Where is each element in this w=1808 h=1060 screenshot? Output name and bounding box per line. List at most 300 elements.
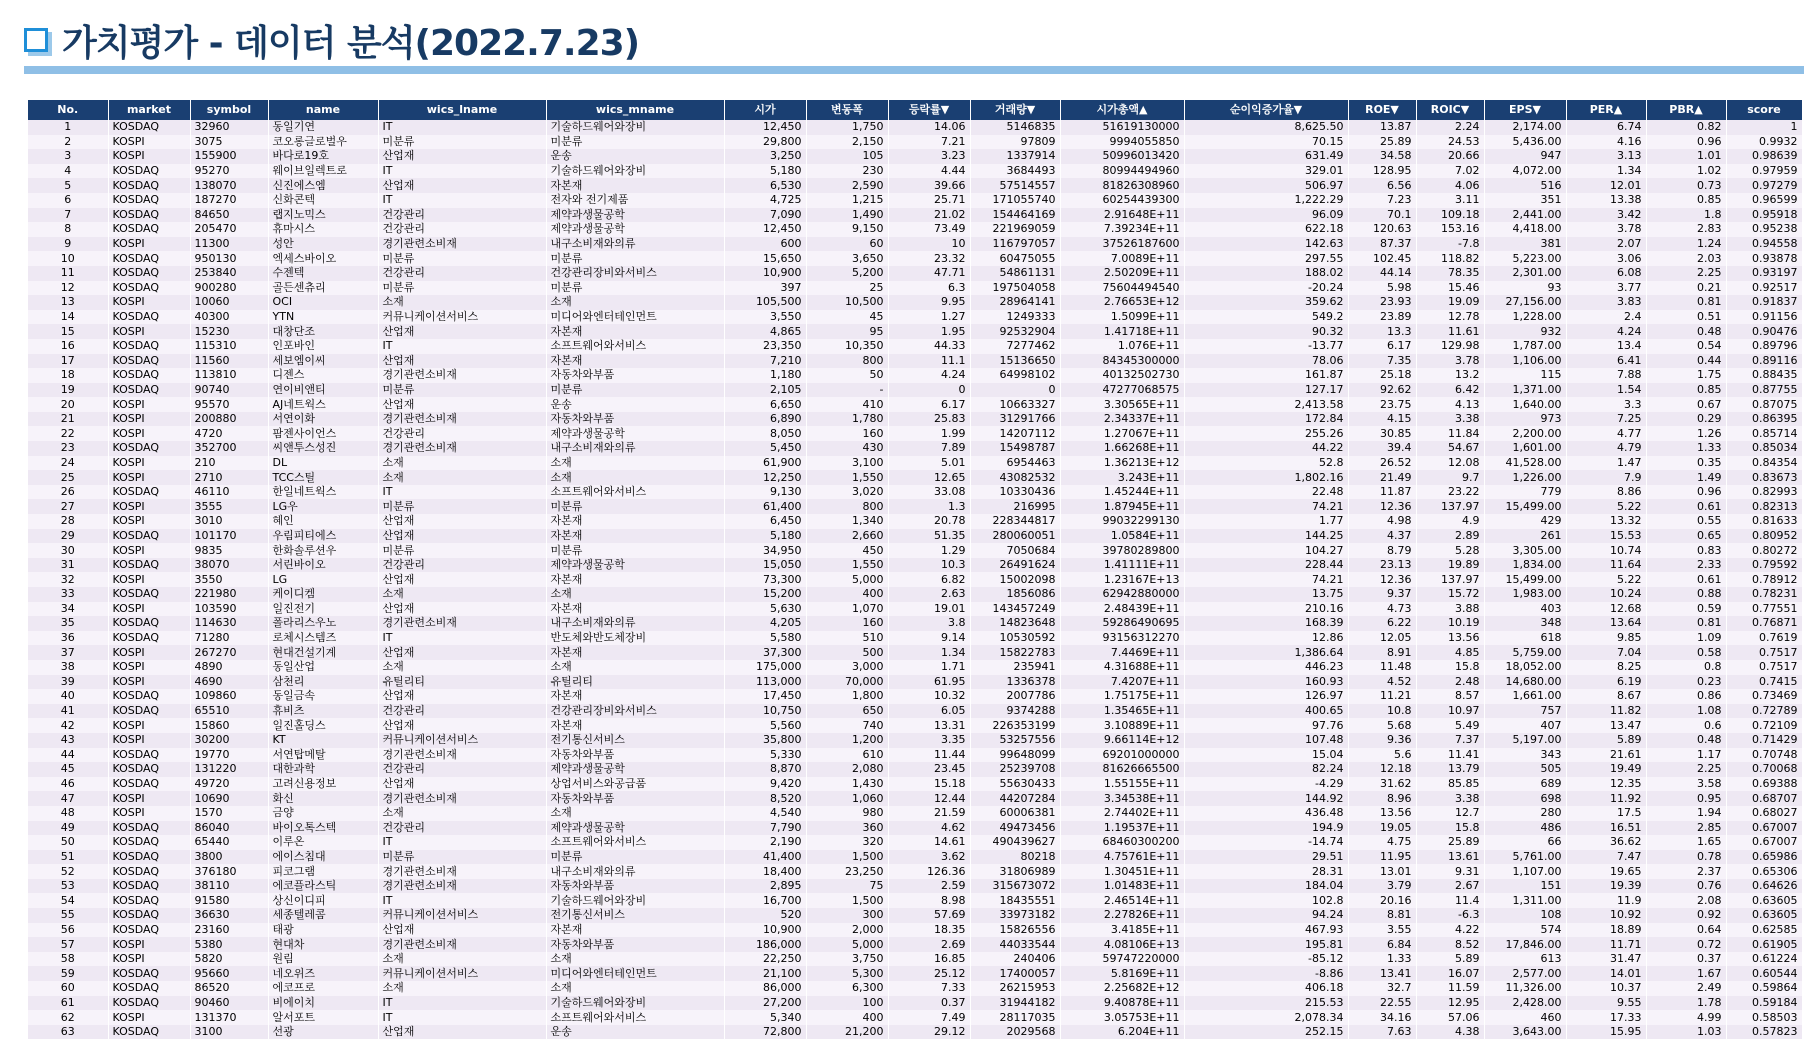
table-cell: 신진에스엠 bbox=[268, 178, 378, 193]
table-cell: 410 bbox=[806, 397, 888, 412]
table-cell: 1.01 bbox=[1646, 149, 1726, 164]
table-cell: 10,350 bbox=[806, 339, 888, 354]
table-cell: 280 bbox=[1484, 806, 1566, 821]
table-cell: 1337914 bbox=[970, 149, 1060, 164]
table-cell: 1,802.16 bbox=[1184, 470, 1348, 485]
column-header[interactable]: name bbox=[268, 100, 378, 120]
table-cell: 9,150 bbox=[806, 222, 888, 237]
table-cell: 0.59 bbox=[1646, 602, 1726, 617]
table-cell: KOSDAQ bbox=[108, 762, 190, 777]
table-cell: 비에이치 bbox=[268, 996, 378, 1011]
table-cell: 7.37 bbox=[1416, 733, 1484, 748]
table-cell: 5,180 bbox=[724, 164, 806, 179]
table-cell: KOSDAQ bbox=[108, 821, 190, 836]
table-cell: 7.21 bbox=[888, 135, 970, 150]
column-header[interactable]: ROIC▼ bbox=[1416, 100, 1484, 120]
table-cell: 6.84 bbox=[1348, 937, 1416, 952]
table-cell: 86,000 bbox=[724, 981, 806, 996]
table-cell: 70.1 bbox=[1348, 208, 1416, 223]
table-cell: 7.4469E+11 bbox=[1060, 645, 1184, 660]
table-cell: KOSDAQ bbox=[108, 850, 190, 865]
column-header[interactable]: symbol bbox=[190, 100, 268, 120]
table-cell: 3,305.00 bbox=[1484, 543, 1566, 558]
table-cell: 17400057 bbox=[970, 966, 1060, 981]
table-cell: 7 bbox=[28, 208, 108, 223]
table-cell: IT bbox=[378, 339, 546, 354]
table-cell: 2.85 bbox=[1646, 821, 1726, 836]
table-cell: KOSDAQ bbox=[108, 383, 190, 398]
table-cell: 산업재 bbox=[378, 178, 546, 193]
table-cell: 네오위즈 bbox=[268, 966, 378, 981]
table-cell: 13.56 bbox=[1416, 631, 1484, 646]
table-cell: 전기통신서비스 bbox=[546, 733, 724, 748]
table-cell: 31.47 bbox=[1566, 952, 1646, 967]
table-cell: 23.93 bbox=[1348, 295, 1416, 310]
table-cell: 0.64 bbox=[1646, 923, 1726, 938]
table-cell: 15,499.00 bbox=[1484, 499, 1566, 514]
table-cell: 산업재 bbox=[378, 602, 546, 617]
column-header[interactable]: PER▲ bbox=[1566, 100, 1646, 120]
table-cell: 소재 bbox=[546, 806, 724, 821]
table-cell: 3.79 bbox=[1348, 879, 1416, 894]
table-cell: 6.17 bbox=[1348, 339, 1416, 354]
table-cell: 1,060 bbox=[806, 791, 888, 806]
table-cell: 4.75 bbox=[1348, 835, 1416, 850]
table-cell: KOSDAQ bbox=[108, 835, 190, 850]
table-cell: 대한과학 bbox=[268, 762, 378, 777]
table-cell: KOSDAQ bbox=[108, 485, 190, 500]
table-cell: 47.71 bbox=[888, 266, 970, 281]
table-cell: 13.3 bbox=[1348, 324, 1416, 339]
column-header[interactable]: 등락률▼ bbox=[888, 100, 970, 120]
column-header[interactable]: 순이익증가율▼ bbox=[1184, 100, 1348, 120]
table-row bbox=[28, 645, 1802, 660]
table-cell: 2.27826E+11 bbox=[1060, 908, 1184, 923]
table-cell: 경기관련소비재 bbox=[378, 412, 546, 427]
table-cell: 고려신용정보 bbox=[268, 777, 378, 792]
table-cell: KOSDAQ bbox=[108, 164, 190, 179]
table-cell: 1.66268E+11 bbox=[1060, 441, 1184, 456]
table-cell: 7.4207E+11 bbox=[1060, 675, 1184, 690]
table-cell: 63 bbox=[28, 1025, 108, 1040]
table-cell: 0.95 bbox=[1646, 791, 1726, 806]
column-header[interactable]: 시가총액▲ bbox=[1060, 100, 1184, 120]
table-cell: 건강관리장비와서비스 bbox=[546, 266, 724, 281]
table-cell: 26.52 bbox=[1348, 456, 1416, 471]
table-cell: 0.9932 bbox=[1726, 135, 1802, 150]
table-cell: 2.83 bbox=[1646, 222, 1726, 237]
table-cell: 경기관련소비재 bbox=[378, 864, 546, 879]
table-cell: 230 bbox=[806, 164, 888, 179]
table-cell: 휴비츠 bbox=[268, 704, 378, 719]
column-header[interactable]: EPS▼ bbox=[1484, 100, 1566, 120]
table-cell: 4.31688E+11 bbox=[1060, 660, 1184, 675]
table-cell: KOSPI bbox=[108, 426, 190, 441]
table-cell: 3.77 bbox=[1566, 281, 1646, 296]
table-cell: 3.38 bbox=[1416, 791, 1484, 806]
table-cell: 486 bbox=[1484, 821, 1566, 836]
table-cell: 6.56 bbox=[1348, 178, 1416, 193]
table-cell: 원림 bbox=[268, 952, 378, 967]
table-cell: 3.4185E+11 bbox=[1060, 923, 1184, 938]
table-cell: 코오롱글로벌우 bbox=[268, 135, 378, 150]
table-cell: 18435551 bbox=[970, 893, 1060, 908]
table-cell: 10060 bbox=[190, 295, 268, 310]
table-cell: 0.89116 bbox=[1726, 354, 1802, 369]
table-cell: 3,250 bbox=[724, 149, 806, 164]
table-cell: 12.05 bbox=[1348, 631, 1416, 646]
table-cell: AJ네트웍스 bbox=[268, 397, 378, 412]
table-cell: 경기관련소비재 bbox=[378, 368, 546, 383]
table-cell: 경기관련소비재 bbox=[378, 937, 546, 952]
table-cell: 23,350 bbox=[724, 339, 806, 354]
table-cell: KOSPI bbox=[108, 806, 190, 821]
table-cell: 0.82 bbox=[1646, 120, 1726, 135]
table-cell: -6.3 bbox=[1416, 908, 1484, 923]
table-cell: 3.55 bbox=[1348, 923, 1416, 938]
table-cell: 34.58 bbox=[1348, 149, 1416, 164]
table-cell: 23 bbox=[28, 441, 108, 456]
table-cell: 상신이디피 bbox=[268, 893, 378, 908]
column-header[interactable]: 변동폭 bbox=[806, 100, 888, 120]
table-cell: 대창단조 bbox=[268, 324, 378, 339]
table-cell: 2.25 bbox=[1646, 762, 1726, 777]
table-cell: 23.13 bbox=[1348, 558, 1416, 573]
table-cell: 44 bbox=[28, 748, 108, 763]
table-cell: 210.16 bbox=[1184, 602, 1348, 617]
table-cell: 10.19 bbox=[1416, 616, 1484, 631]
table-cell: 25.18 bbox=[1348, 368, 1416, 383]
table-cell: 9994055850 bbox=[1060, 135, 1184, 150]
table-cell: 32960 bbox=[190, 120, 268, 135]
table-cell: 4.08106E+13 bbox=[1060, 937, 1184, 952]
table-cell: 미분류 bbox=[546, 499, 724, 514]
table-cell: 0.58503 bbox=[1726, 1010, 1802, 1025]
table-cell: 205470 bbox=[190, 222, 268, 237]
table-cell: 91580 bbox=[190, 893, 268, 908]
table-cell: 30 bbox=[28, 543, 108, 558]
table-cell: 10.24 bbox=[1566, 587, 1646, 602]
table-cell: 19 bbox=[28, 383, 108, 398]
table-cell: 0.44 bbox=[1646, 354, 1726, 369]
table-cell: 26491624 bbox=[970, 558, 1060, 573]
table-cell: 15136650 bbox=[970, 354, 1060, 369]
table-cell: 1.75175E+11 bbox=[1060, 689, 1184, 704]
column-header[interactable]: 시가 bbox=[724, 100, 806, 120]
table-row bbox=[28, 499, 1802, 514]
table-row bbox=[28, 631, 1802, 646]
table-cell: 미분류 bbox=[546, 543, 724, 558]
table-cell: 900280 bbox=[190, 281, 268, 296]
table-cell: 13.47 bbox=[1566, 718, 1646, 733]
table-cell: 9.36 bbox=[1348, 733, 1416, 748]
table-row bbox=[28, 178, 1802, 193]
table-cell: KOSDAQ bbox=[108, 354, 190, 369]
table-cell: 107.48 bbox=[1184, 733, 1348, 748]
table-cell: 5,180 bbox=[724, 529, 806, 544]
table-cell: 12,250 bbox=[724, 470, 806, 485]
table-cell: 740 bbox=[806, 718, 888, 733]
table-cell: 0.61 bbox=[1646, 572, 1726, 587]
table-cell: 34.16 bbox=[1348, 1010, 1416, 1025]
table-cell: 39780289800 bbox=[1060, 543, 1184, 558]
table-cell: 10 bbox=[28, 251, 108, 266]
table-cell: 20 bbox=[28, 397, 108, 412]
table-cell: 25239708 bbox=[970, 762, 1060, 777]
table-cell: 7.33 bbox=[888, 981, 970, 996]
table-cell: 17,846.00 bbox=[1484, 937, 1566, 952]
table-cell: 436.48 bbox=[1184, 806, 1348, 821]
table-cell: IT bbox=[378, 120, 546, 135]
table-cell: 3010 bbox=[190, 514, 268, 529]
table-cell: 0.80272 bbox=[1726, 543, 1802, 558]
table-cell: 세보엠이씨 bbox=[268, 354, 378, 369]
table-cell: 바이오톡스텍 bbox=[268, 821, 378, 836]
table-cell: IT bbox=[378, 1010, 546, 1025]
table-cell: 1.17 bbox=[1646, 748, 1726, 763]
table-cell: 0.35 bbox=[1646, 456, 1726, 471]
table-cell: 58 bbox=[28, 952, 108, 967]
table-cell: 미디어와엔터테인먼트 bbox=[546, 310, 724, 325]
table-cell: 131220 bbox=[190, 762, 268, 777]
table-cell: 19.89 bbox=[1416, 558, 1484, 573]
table-cell: 운송 bbox=[546, 1025, 724, 1040]
table-cell: 4690 bbox=[190, 675, 268, 690]
table-cell: 0.95918 bbox=[1726, 208, 1802, 223]
table-cell: 14823648 bbox=[970, 616, 1060, 631]
table-row bbox=[28, 996, 1802, 1011]
column-header[interactable]: wics_mname bbox=[546, 100, 724, 120]
table-cell: 23.89 bbox=[1348, 310, 1416, 325]
table-cell: KOSDAQ bbox=[108, 996, 190, 1011]
table-cell: 0.91837 bbox=[1726, 295, 1802, 310]
table-cell: 1570 bbox=[190, 806, 268, 821]
table-cell: 87.37 bbox=[1348, 237, 1416, 252]
table-cell: 0.6 bbox=[1646, 718, 1726, 733]
table-cell: 2.4 bbox=[1566, 310, 1646, 325]
table-cell: 21 bbox=[28, 412, 108, 427]
table-cell: 3075 bbox=[190, 135, 268, 150]
table-row bbox=[28, 193, 1802, 208]
table-cell: 7050684 bbox=[970, 543, 1060, 558]
table-cell: 11 bbox=[28, 266, 108, 281]
column-header[interactable]: No. bbox=[28, 100, 108, 120]
page-title: 가치평가 - 데이터 분석(2022.7.23) bbox=[62, 22, 640, 64]
table-cell: 소재 bbox=[546, 952, 724, 967]
table-cell: 미분류 bbox=[378, 281, 546, 296]
table-cell: 631.49 bbox=[1184, 149, 1348, 164]
table-cell: 11.44 bbox=[888, 748, 970, 763]
table-cell: 0.62585 bbox=[1726, 923, 1802, 938]
table-cell: 60 bbox=[28, 981, 108, 996]
table-cell: 1,834.00 bbox=[1484, 558, 1566, 573]
table-cell: LG bbox=[268, 572, 378, 587]
table-cell: KOSPI bbox=[108, 572, 190, 587]
table-cell: 0.59184 bbox=[1726, 996, 1802, 1011]
table-cell: 144.25 bbox=[1184, 529, 1348, 544]
table-cell: 소재 bbox=[546, 295, 724, 310]
table-cell: 1.67 bbox=[1646, 966, 1726, 981]
table-cell: 115310 bbox=[190, 339, 268, 354]
column-header[interactable]: market bbox=[108, 100, 190, 120]
table-row bbox=[28, 791, 1802, 806]
table-cell: 315673072 bbox=[970, 879, 1060, 894]
table-row bbox=[28, 762, 1802, 777]
table-cell: 25 bbox=[806, 281, 888, 296]
table-cell: 0.72 bbox=[1646, 937, 1726, 952]
table-cell: 71280 bbox=[190, 631, 268, 646]
table-cell: 9.85 bbox=[1566, 631, 1646, 646]
table-cell: KOSPI bbox=[108, 675, 190, 690]
table-cell: 1.30451E+11 bbox=[1060, 864, 1184, 879]
table-cell: 7.0089E+11 bbox=[1060, 251, 1184, 266]
table-cell: 7.89 bbox=[888, 441, 970, 456]
table-cell: 0 bbox=[970, 383, 1060, 398]
table-cell: 41,400 bbox=[724, 850, 806, 865]
table-cell: 3.11 bbox=[1416, 193, 1484, 208]
table-cell: 건강관리 bbox=[378, 558, 546, 573]
table-cell: 0.84354 bbox=[1726, 456, 1802, 471]
table-cell: KOSDAQ bbox=[108, 1025, 190, 1040]
table-cell: 10.92 bbox=[1566, 908, 1646, 923]
column-header[interactable]: PBR▲ bbox=[1646, 100, 1726, 120]
table-cell: 78.35 bbox=[1416, 266, 1484, 281]
table-cell: 95570 bbox=[190, 397, 268, 412]
table-cell: 1.5099E+11 bbox=[1060, 310, 1184, 325]
table-cell: 5,436.00 bbox=[1484, 135, 1566, 150]
table-cell: KOSDAQ bbox=[108, 120, 190, 135]
column-header[interactable]: ROE▼ bbox=[1348, 100, 1416, 120]
table-cell: 전자와 전기제품 bbox=[546, 193, 724, 208]
table-cell: 소재 bbox=[546, 660, 724, 675]
table-cell: 55 bbox=[28, 908, 108, 923]
table-cell: 446.23 bbox=[1184, 660, 1348, 675]
table-cell: 15230 bbox=[190, 324, 268, 339]
table-cell: 산업재 bbox=[378, 777, 546, 792]
table-cell: 168.39 bbox=[1184, 616, 1348, 631]
column-header[interactable]: score bbox=[1726, 100, 1802, 120]
table-row bbox=[28, 514, 1802, 529]
table-cell: 104.27 bbox=[1184, 543, 1348, 558]
table-cell: 16 bbox=[28, 339, 108, 354]
table-cell: 1.54 bbox=[1566, 383, 1646, 398]
table-cell: 60 bbox=[806, 237, 888, 252]
table-cell: 제약과생물공학 bbox=[546, 426, 724, 441]
table-cell: 혜인 bbox=[268, 514, 378, 529]
table-cell: 세종텔레콤 bbox=[268, 908, 378, 923]
table-cell: 5,340 bbox=[724, 1010, 806, 1025]
table-cell: 2,441.00 bbox=[1484, 208, 1566, 223]
table-cell: 348 bbox=[1484, 616, 1566, 631]
table-cell: 2.48439E+11 bbox=[1060, 602, 1184, 617]
table-cell: 155900 bbox=[190, 149, 268, 164]
table-cell: 0.7415 bbox=[1726, 675, 1802, 690]
table-cell: 산업재 bbox=[378, 572, 546, 587]
table-cell: 15,499.00 bbox=[1484, 572, 1566, 587]
table-cell: TCC스틸 bbox=[268, 470, 378, 485]
table-cell: 39 bbox=[28, 675, 108, 690]
table-cell: 0.55 bbox=[1646, 514, 1726, 529]
table-cell: 13.61 bbox=[1416, 850, 1484, 865]
table-cell: 0.96 bbox=[1646, 135, 1726, 150]
table-cell: 2.91648E+11 bbox=[1060, 208, 1184, 223]
table-cell: 15.8 bbox=[1416, 660, 1484, 675]
table-row bbox=[28, 675, 1802, 690]
table-cell: YTN bbox=[268, 310, 378, 325]
table-cell: 미분류 bbox=[378, 135, 546, 150]
table-cell: 13.75 bbox=[1184, 587, 1348, 602]
table-cell: 2.25682E+12 bbox=[1060, 981, 1184, 996]
table-cell: 0.85 bbox=[1646, 383, 1726, 398]
table-cell: 0.7517 bbox=[1726, 660, 1802, 675]
table-cell: 피코그램 bbox=[268, 864, 378, 879]
column-header[interactable]: 거래량▼ bbox=[970, 100, 1060, 120]
table-cell: 4.38 bbox=[1416, 1025, 1484, 1040]
table-cell: 329.01 bbox=[1184, 164, 1348, 179]
table-row bbox=[28, 383, 1802, 398]
table-cell: 0.63605 bbox=[1726, 908, 1802, 923]
table-cell: 1,070 bbox=[806, 602, 888, 617]
table-cell: 10,900 bbox=[724, 923, 806, 938]
table-cell: 10,750 bbox=[724, 704, 806, 719]
table-cell: KOSDAQ bbox=[108, 222, 190, 237]
table-row bbox=[28, 821, 1802, 836]
column-header[interactable]: wics_lname bbox=[378, 100, 546, 120]
table-cell: 800 bbox=[806, 499, 888, 514]
table-cell: 4.98 bbox=[1348, 514, 1416, 529]
table-cell: 143457249 bbox=[970, 602, 1060, 617]
table-cell: KOSDAQ bbox=[108, 704, 190, 719]
table-cell: 25 bbox=[28, 470, 108, 485]
table-cell: 118.82 bbox=[1416, 251, 1484, 266]
table-cell: 0.85 bbox=[1646, 193, 1726, 208]
table-cell: 9.31 bbox=[1416, 864, 1484, 879]
table-cell: 미분류 bbox=[546, 281, 724, 296]
table-cell: 400 bbox=[806, 587, 888, 602]
table-cell: 54861131 bbox=[970, 266, 1060, 281]
table-cell: 10.8 bbox=[1348, 704, 1416, 719]
table-cell: 3,643.00 bbox=[1484, 1025, 1566, 1040]
table-cell: 950130 bbox=[190, 251, 268, 266]
table-cell: 44.14 bbox=[1348, 266, 1416, 281]
table-cell: 10330436 bbox=[970, 485, 1060, 500]
table-cell: 153.16 bbox=[1416, 222, 1484, 237]
table-cell: 미분류 bbox=[378, 383, 546, 398]
table-cell: 108 bbox=[1484, 908, 1566, 923]
table-cell: 39.4 bbox=[1348, 441, 1416, 456]
table-cell: 1,550 bbox=[806, 558, 888, 573]
table-cell: 11.64 bbox=[1566, 558, 1646, 573]
table-cell: 0.72789 bbox=[1726, 704, 1802, 719]
table-cell: 32.7 bbox=[1348, 981, 1416, 996]
table-cell: 13.38 bbox=[1566, 193, 1646, 208]
table-cell: 4.99 bbox=[1646, 1010, 1726, 1025]
table-cell: 50 bbox=[806, 368, 888, 383]
table-cell: 2,150 bbox=[806, 135, 888, 150]
table-cell: 0.21 bbox=[1646, 281, 1726, 296]
table-cell: 수젠텍 bbox=[268, 266, 378, 281]
table-cell: 2 bbox=[28, 135, 108, 150]
table-cell: 반도체와반도체장비 bbox=[546, 631, 724, 646]
table-cell: 8.81 bbox=[1348, 908, 1416, 923]
table-cell: 13.64 bbox=[1566, 616, 1646, 631]
table-row bbox=[28, 543, 1802, 558]
table-cell: 6.22 bbox=[1348, 616, 1416, 631]
table-cell: 21,100 bbox=[724, 966, 806, 981]
table-cell: 5,200 bbox=[806, 266, 888, 281]
table-cell: 100 bbox=[806, 996, 888, 1011]
table-cell: 0.71429 bbox=[1726, 733, 1802, 748]
